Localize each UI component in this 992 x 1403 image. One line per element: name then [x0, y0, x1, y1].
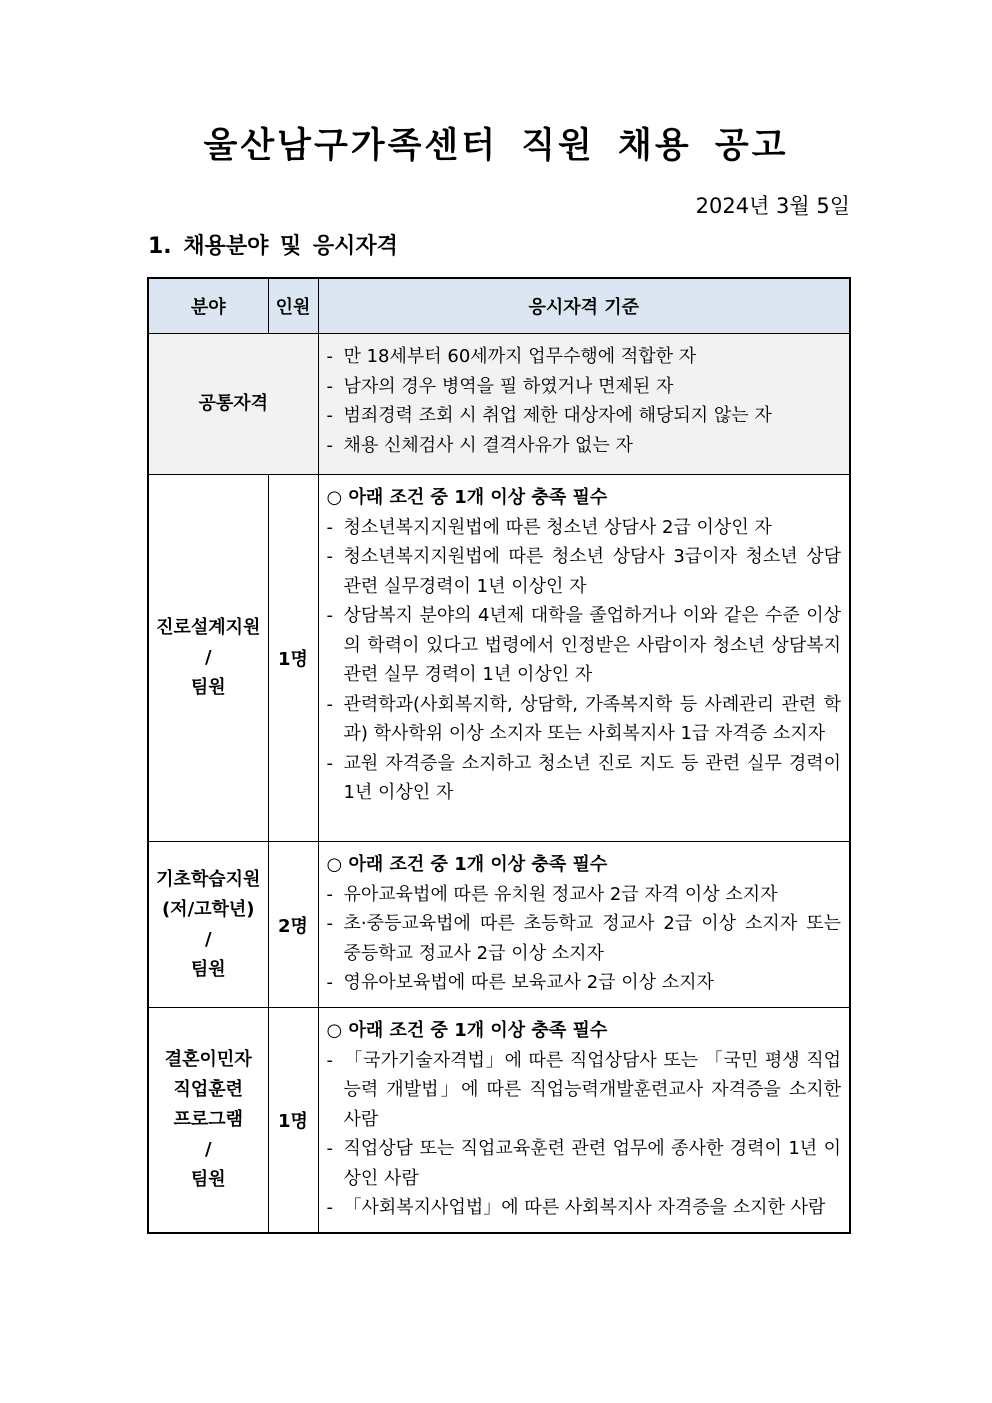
criteria-learning	[318, 842, 850, 1008]
common-row	[148, 334, 850, 475]
list-item: - 교원 자격증을 소지하고 청소년 진로 지도 등 관련 실무 경력이 1년 이상인 자	[326, 752, 841, 803]
table-row-vocational	[148, 1008, 850, 1233]
list-item: - 범죄경력 조회 시 취업 제한 대상자에 해당되지 않는 자	[326, 405, 772, 426]
qualification-table	[147, 277, 851, 1234]
table-header-row	[148, 278, 850, 334]
list-item: - 상담복지 분야의 4년제 대학을 졸업하거나 이와 같은 수준 이상의 학력이 있다고 법령에서 인정받은 사람이자 청소년 상담복지 관련 실무 경력이 1년 이상인 자	[326, 605, 841, 685]
list-item: - 채용 신체검사 시 결격사유가 없는 자	[326, 434, 633, 456]
count-vocational: 1명	[268, 1008, 318, 1233]
list-item: - 청소년복지지원법에 따른 청소년 상담사 3급이자 청소년 상담관련 실무경력이 1년 이상인 자	[326, 546, 841, 597]
list-item: - 직업상담 또는 직업교육훈련 관련 업무에 종사한 경력이 1년 이상인 사람	[326, 1138, 841, 1189]
list-item: - 유아교육법에 따른 유치원 정교사 2급 자격 이상 소지자	[326, 883, 778, 905]
field-vocational: 결혼이민자 직업훈련 프로그램 / 팀원	[148, 1008, 268, 1233]
count-learning: 2명	[268, 842, 318, 1008]
announcement-date: 2024년 3월 5일	[695, 194, 850, 218]
criteria-heading: ○ 아래 조건 중 1개 이상 충족 필수	[326, 1020, 608, 1041]
list-item: - 만 18세부터 60세까지 업무수행에 적합한 자	[326, 346, 697, 367]
section-heading: 1. 채용분야 및 응시자격	[148, 234, 398, 259]
field-learning: 기초학습지원 (저/고학년) / 팀원	[148, 842, 268, 1008]
table-row-learning	[148, 842, 850, 1008]
common-criteria	[318, 334, 850, 475]
field-career: 진로설계지원 / 팀원	[148, 475, 268, 842]
criteria-vocational	[318, 1008, 850, 1233]
list-item: - 「사회복지사업법」에 따른 사회복지사 자격증을 소지한 사람	[326, 1197, 826, 1218]
header-count: 인원	[268, 278, 318, 334]
list-item: - 「국가기술자격법」에 따른 직업상담사 또는 「국민 평생 직업능력 개발법」에 따른 직업능력개발훈련교사 자격증을 소지한 사람	[326, 1049, 841, 1130]
criteria-heading: ○ 아래 조건 중 1개 이상 충족 필수	[326, 487, 608, 508]
table-row-career	[148, 475, 850, 842]
page-title: 울산남구가족센터 직원 채용 공고	[203, 126, 789, 166]
list-item: - 영유아보육법에 따른 보육교사 2급 이상 소지자	[326, 972, 714, 993]
common-label: 공통자격	[148, 334, 318, 475]
header-criteria: 응시자격 기준	[318, 278, 850, 334]
count-career: 1명	[268, 475, 318, 842]
list-item: - 초·중등교육법에 따른 초등학교 정교사 2급 이상 소지자 또는 중등학교 정교사 2급 이상 소지자	[326, 913, 841, 964]
list-item: - 관력학과(사회복지학, 상담학, 가족복지학 등 사례관리 관련 학과) 학사학위 이상 소지자 또는 사회복지사 1급 자격증 소지자	[326, 693, 841, 744]
criteria-heading: ○ 아래 조건 중 1개 이상 충족 필수	[326, 854, 608, 875]
criteria-career	[318, 475, 850, 842]
list-item: - 청소년복지지원법에 따른 청소년 상담사 2급 이상인 자	[326, 516, 772, 538]
header-field: 분야	[148, 278, 268, 334]
list-item: - 남자의 경우 병역을 필 하였거나 면제된 자	[326, 375, 674, 397]
